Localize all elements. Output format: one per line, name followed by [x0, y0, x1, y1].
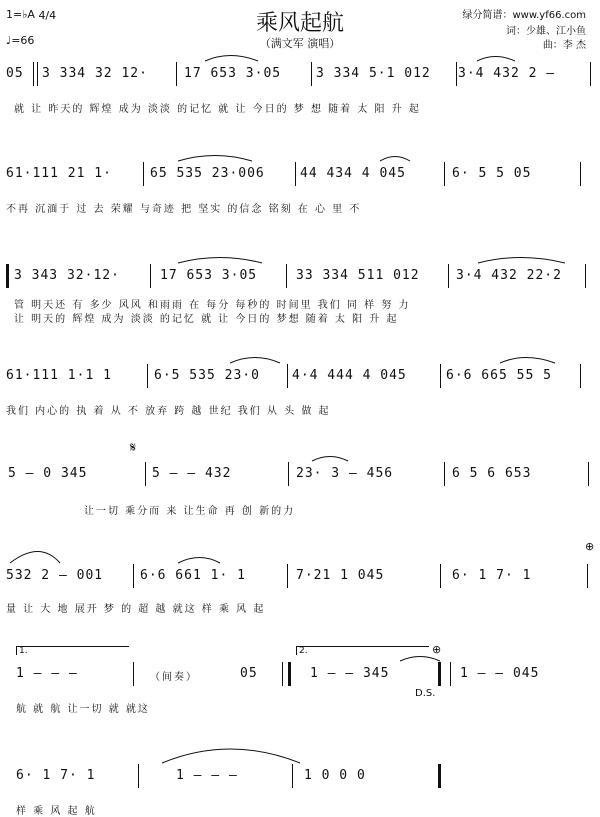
composer-credit: 曲：李 杰 [542, 40, 586, 51]
notation-measure: 3·4 432 2 – [458, 66, 556, 81]
slur [178, 258, 262, 264]
lyric-line: 量 让 大 地 展开 梦 的 超 越 就这 样 乘 风 起 [6, 604, 266, 615]
notation-measure: 05 [240, 666, 258, 681]
notation-measure: 4·4 444 4 045 [292, 368, 407, 383]
notation-measure: 1 – – – [16, 666, 78, 681]
notation-measure: 7·21 1 045 [296, 568, 385, 583]
slur [178, 558, 220, 564]
key-label: 1=♭A [6, 8, 35, 21]
notation-measure: 6· 1 7· 1 [16, 768, 96, 783]
notation-measure: 44 434 4 045 [300, 166, 406, 181]
lyric-line: 不再 沉湎于 过 去 荣耀 与奇迹 把 坚实 的信念 铭刻 在 心 里 不 [6, 204, 362, 215]
interlude-label: （间奏） [150, 672, 198, 683]
lyric-line: 航 就 航 让一切 就 就这 [16, 704, 150, 715]
slur [205, 56, 258, 62]
lyric-line: 让 明天的 辉煌 成为 淡淡 的记忆 就 让 今日的 梦想 随着 太 阳 升 起 [14, 314, 399, 325]
slur [10, 552, 60, 564]
notation-measure: 6 5 6 653 [452, 466, 532, 481]
notation-measure: 3·4 432 22·2 [456, 268, 562, 283]
slur [312, 457, 348, 462]
notation-measure: 5 – 0 345 [8, 466, 88, 481]
notation-measure: 6·5 535 23·0 [154, 368, 260, 383]
notation-measure: 3 343 32·12· [14, 268, 120, 283]
lyric-line: 我们 内心的 执 着 从 不 放弃 跨 越 世纪 我们 从 头 做 起 [6, 406, 331, 417]
notation-measure: 6· 1 7· 1 [452, 568, 532, 583]
notation-measure: 1 0 0 0 [304, 768, 366, 783]
volta-2: 2. [296, 646, 429, 655]
notation-measure: 33 334 511 012 [296, 268, 420, 283]
ds-marking: D.S. [415, 688, 436, 699]
lyric-line: 就 让 昨天的 辉煌 成为 淡淡 的记忆 就 让 今日的 梦 想 随着 太 阳 升 起 [14, 104, 421, 115]
slur [478, 258, 565, 264]
notation-measure: 23· 3 – 456 [296, 466, 394, 481]
notation-measure: 1 – – – [176, 768, 238, 783]
segno-sign: 𝄋 [130, 440, 137, 456]
slur [500, 358, 555, 364]
song-title: 乘风起航 [255, 11, 344, 36]
notation-measure: 532 2 – 001 [6, 568, 104, 583]
time-signature: 4/4 [38, 8, 57, 22]
notation-measure: 6·6 661 1· 1 [140, 568, 246, 583]
site-credit: 绿分简谱：www.yf66.com [462, 10, 586, 21]
lyric-line: 样 乘 风 起 航 [16, 806, 97, 817]
slur [178, 156, 252, 162]
notation-measure: 1 – – 345 [310, 666, 390, 681]
volta-1: 1. [16, 646, 129, 655]
slur [400, 657, 440, 662]
performer-subtitle: （满文军 演唱） [259, 37, 341, 50]
slur [477, 57, 515, 62]
notation-measure: 17 653 3·05 [160, 268, 258, 283]
notation-measure: 61·111 1·1 1 [6, 368, 112, 383]
notation-measure: 3 334 5·1 012 [316, 66, 431, 81]
slur [380, 157, 410, 162]
notation-measure: 05 [6, 66, 24, 81]
notation-measure: 6· 5 5 05 [452, 166, 532, 181]
notation-measure: 6·6 665 55 5 [446, 368, 552, 383]
slur [162, 749, 300, 763]
notation-measure: 65 535 23·006 [150, 166, 265, 181]
coda-sign: ⊕ [585, 540, 595, 553]
slur [230, 358, 280, 364]
notation-measure: 5 – – 432 [152, 466, 232, 481]
notation-measure: 17 653 3·05 [184, 66, 282, 81]
lyric-line: 让一切 乘分而 来 让生命 再 创 新的力 [84, 506, 296, 517]
notation-measure: 1 – – 045 [460, 666, 540, 681]
lyricist-credit: 词：少雄、江小鱼 [506, 26, 586, 37]
tempo-marking: ♩=66 [6, 34, 35, 47]
coda-sign-2: ⊕ [432, 643, 442, 656]
lyric-line: 管 明天还 有 多少 风风 和雨雨 在 每分 每秒的 时间里 我们 同 样 努 力 [14, 300, 411, 311]
notation-measure: 3 334 32 12· [42, 66, 148, 81]
notation-measure: 61·111 21 1· [6, 166, 112, 181]
